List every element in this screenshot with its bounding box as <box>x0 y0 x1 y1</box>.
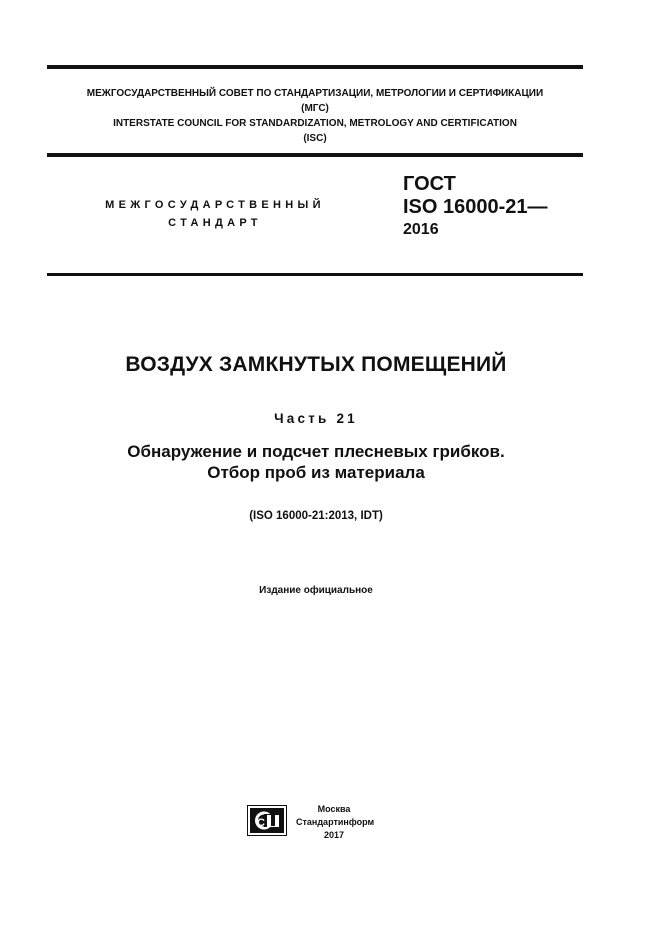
document-subtitle <box>0 441 632 483</box>
publisher-city: Москва <box>317 804 351 814</box>
publisher-year: 2017 <box>323 830 345 840</box>
svg-text:С: С <box>257 817 265 829</box>
publisher-name: Стандартинформ <box>296 817 375 827</box>
standard-designation <box>403 173 548 241</box>
standard-kind-line2: СТАНДАРТ <box>168 217 262 229</box>
document-title: ВОЗДУХ ЗАМКНУТЫХ ПОМЕЩЕНИЙ <box>125 353 507 376</box>
edition-note: Издание официальное <box>259 585 373 596</box>
council-name-en: INTERSTATE COUNCIL FOR STANDARDIZATION, METROLOGY AND CERTIFICATION <box>113 118 517 129</box>
standard-kind-line1: МЕЖГОСУДАРСТВЕННЫЙ <box>105 199 325 211</box>
council-abbr-en: (ISC) <box>303 133 327 144</box>
council-abbr-ru: (МГС) <box>301 103 329 114</box>
header-rule <box>47 153 583 157</box>
standard-number: ISO 16000-21— <box>403 196 548 218</box>
publisher-block <box>296 803 375 842</box>
gost-label: ГОСТ <box>403 173 456 195</box>
top-rule <box>47 65 583 69</box>
standard-kind <box>60 196 370 232</box>
council-header <box>47 86 583 146</box>
standartinform-logo-icon <box>247 805 287 836</box>
standard-year: 2016 <box>403 221 439 238</box>
subtitle-line2: Отбор проб из материала <box>207 463 425 482</box>
designation-rule <box>47 273 583 276</box>
iso-reference: (ISO 16000-21:2013, IDT) <box>249 510 383 522</box>
subtitle-line1: Обнаружение и подсчет плесневых грибков. <box>127 442 505 461</box>
part-number: Часть 21 <box>274 411 358 426</box>
council-name-ru: МЕЖГОСУДАРСТВЕННЫЙ СОВЕТ ПО СТАНДАРТИЗАЦИИ, МЕТРОЛОГИИ И СЕРТИФИКАЦИИ <box>86 88 544 99</box>
